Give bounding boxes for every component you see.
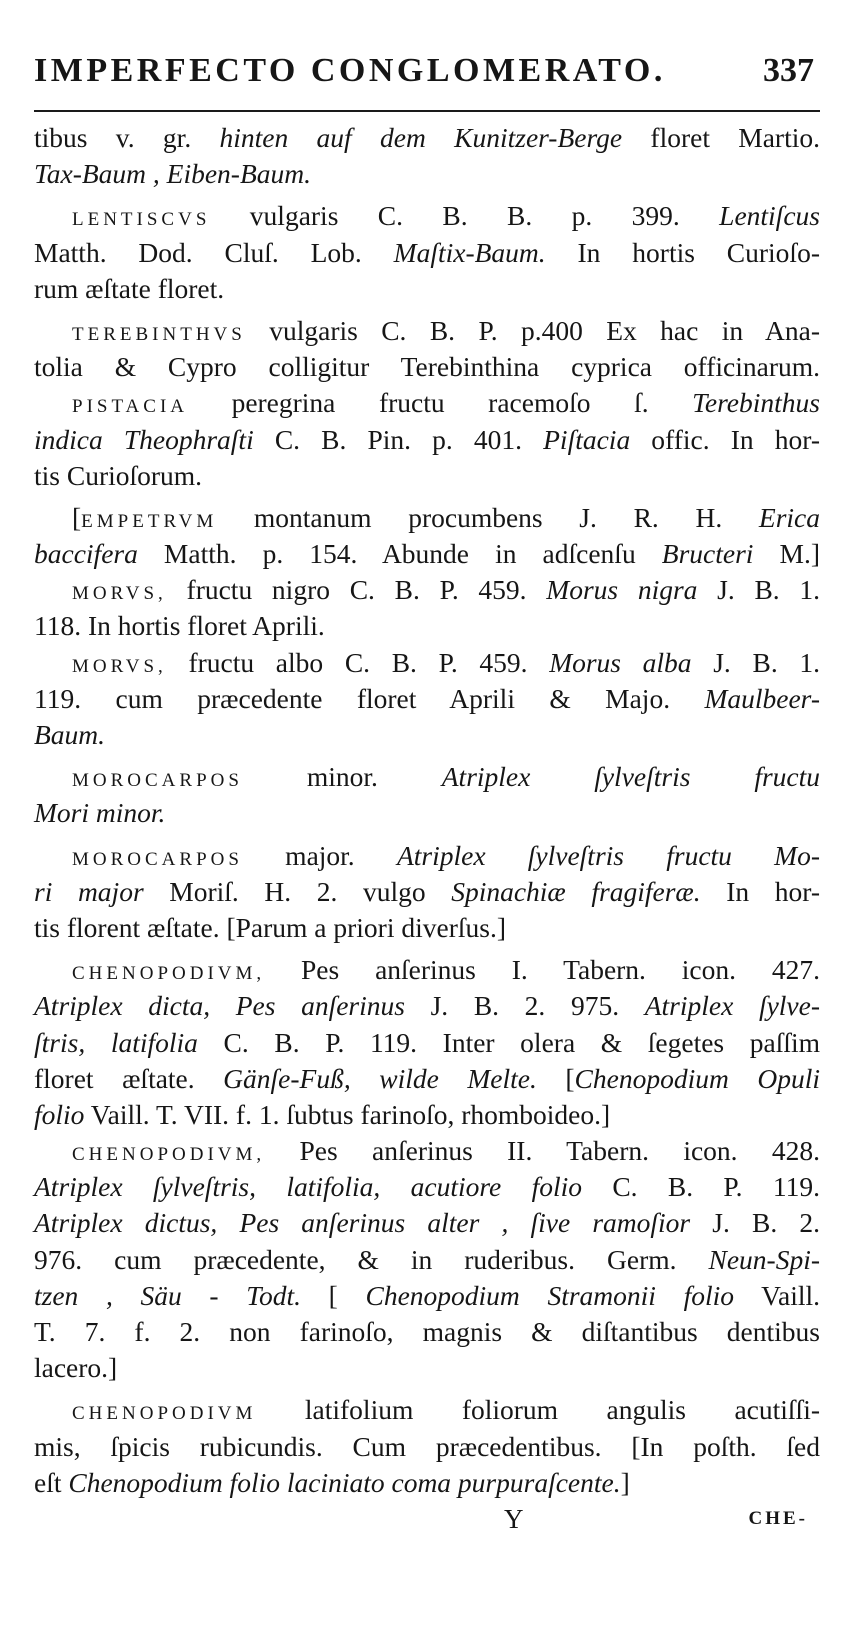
entry-morocarpos-minor: MOROCARPOS minor. Atriplex ſylveſtris fructu [72, 761, 821, 793]
text-line: ſtris, latifolia C. B. P. 119. Inter olera & ſegetes paſſim [34, 1026, 821, 1058]
text-body [34, 120, 820, 1501]
page-footer [34, 1504, 820, 1544]
entry-chenopodium-1: CHENOPODIVM, Pes anſerinus I. Tabern. icon. 427. [72, 954, 820, 986]
text-line: Baum. [34, 719, 106, 750]
text-line: tolia & Cypro colligitur Terebinthina cyprica officinarum. [34, 351, 820, 383]
entry-morus-nigra: MORVS, fructu nigro C. B. P. 459. Morus nigra J. B. 1. [72, 574, 821, 606]
entry-empetrum: [EMPETRVM montanum procumbens J. R. H. Erica [72, 501, 820, 533]
text-line: Mori minor. [34, 797, 166, 829]
book-page [34, 52, 820, 1632]
text-line: 118. In hortis floret Aprili. [34, 610, 325, 642]
text-line: 119. cum præcedente floret Aprili & Majo. Maulbeer- [34, 682, 820, 714]
text-line: 976. cum præcedente, & in ruderibus. Germ. Neun-Spi- [34, 1243, 820, 1275]
text-line: mis, ſpicis rubicundis. Cum præcedentibus. [In poſth. ſed [34, 1430, 820, 1462]
catchword: CHE- [748, 1508, 808, 1529]
signature-mark: Y [504, 1504, 524, 1534]
text-line: lacero.] [34, 1352, 118, 1384]
entry-chenopodium-3: CHENOPODIVM latifolium foliorum angulis acutiſſi- [72, 1394, 820, 1426]
text-line: ri major Moriſ. H. 2. vulgo Spinachiæ fragiferæ. In hor- [34, 875, 821, 907]
entry-term: PISTACIA [72, 396, 188, 418]
entry-term: MOROCARPOS [72, 848, 243, 870]
entry-pistacia: PISTACIA peregrina fructu racemoſo ſ. Terebinthus [72, 387, 820, 419]
entry-terebinthus: TEREBINTHVS vulgaris C. B. P. p.400 Ex hac in Ana- [72, 314, 820, 346]
entry-term: CHENOPODIVM [72, 1403, 257, 1425]
page-number: 337 [763, 52, 814, 89]
entry-term: CHENOPODIVM, [72, 1144, 266, 1166]
text-line: Matth. Dod. Cluſ. Lob. Maſtix-Baum. In hortis Curioſo- [34, 236, 820, 268]
text-line: Tax-Baum , Eiben-Baum. [34, 158, 312, 190]
text-line: folio Vaill. T. VII. f. 1. ſubtus farinoſo, rhomboideo.] [34, 1098, 611, 1130]
entry-term: EMPETRVM [81, 510, 218, 532]
entry-term: CHENOPODIVM, [72, 963, 266, 985]
entry-term: LENTISCVS [72, 209, 211, 231]
entry-term: MORVS, [72, 655, 167, 677]
running-header [34, 52, 820, 104]
entry-term: MORVS, [72, 583, 167, 605]
entry-term: TEREBINTHVS [72, 323, 246, 345]
text-line: tis Curioſorum. [34, 459, 203, 491]
text-line: rum æſtate floret. [34, 272, 225, 304]
text-line: tibus v. gr. hinten auf dem Kunitzer-Berge floret Martio. [34, 122, 820, 153]
text-line: T. 7. f. 2. non farinoſo, magnis & diſtantibus dentibus [34, 1316, 820, 1347]
text-line: Atriplex dicta, Pes anſerinus J. B. 2. 975. Atriplex ſylve- [34, 990, 820, 1022]
text-line: baccifera Matth. p. 154. Abunde in adſcenſu Bructeri M.] [34, 538, 820, 570]
running-title: IMPERFECTO CONGLOMERATO. [34, 52, 666, 89]
entry-term: MOROCARPOS [72, 770, 243, 792]
text-line: Atriplex dictus, Pes anſerinus alter , ſive ramoſior J. B. 2. [34, 1207, 821, 1239]
text-line: eſt Chenopodium folio laciniato coma purpuraſcente.] [34, 1466, 630, 1498]
entry-morocarpos-major: MOROCARPOS major. Atriplex ſylveſtris fructu Mo- [72, 839, 820, 871]
text-line: indica Theophraſti C. B. Pin. p. 401. Piſtacia offic. In hor- [34, 423, 820, 455]
text-line: tis florent æſtate. [Parum a priori diverſus.] [34, 911, 506, 943]
entry-morus-alba: MORVS, fructu albo C. B. P. 459. Morus alba J. B. 1. [72, 646, 820, 678]
entry-lentiscus: LENTISCVS vulgaris C. B. B. p. 399. Lentiſcus [72, 200, 820, 232]
entry-chenopodium-2: CHENOPODIVM, Pes anſerinus II. Tabern. icon. 428. [72, 1135, 820, 1167]
text-line: Atriplex ſylveſtris, latifolia, acutiore folio C. B. P. 119. [34, 1171, 820, 1203]
text-line: floret æſtate. Gänſe-Fuß, wilde Melte. [Chenopodium Opuli [34, 1062, 820, 1094]
text-line: tzen , Säu - Todt. [ Chenopodium Stramonii folio Vaill. [34, 1279, 820, 1311]
header-rule [34, 110, 820, 112]
